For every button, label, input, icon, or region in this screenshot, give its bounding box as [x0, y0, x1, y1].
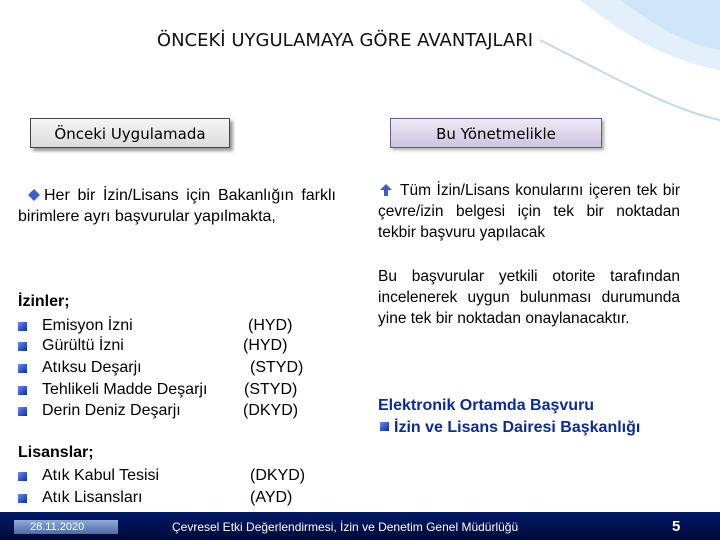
footer-organization: Çevresel Etki Değerlendirmesi, İzin ve Denetim Genel Müdürlüğü: [172, 520, 519, 534]
page-number: 5: [672, 518, 681, 535]
this-regulation-header: Bu Yönetmelikle: [390, 118, 602, 148]
permit-item: Derin Deniz Deşarjı: [42, 401, 181, 421]
right-intro: [378, 180, 680, 243]
license-item: Atık Lisansları: [42, 488, 142, 508]
permit-code: (DKYD): [243, 402, 299, 419]
right-paragraph: Bu başvurular yetkili otorite tarafından incelenerek uygun bulunması durumunda yine tek bir noktadan onaylanacaktır.: [378, 268, 680, 327]
square-bullet-icon: [18, 472, 27, 481]
license-item: Atık Kabul Tesisi: [42, 466, 159, 486]
licenses-heading: Lisanslar;: [18, 444, 94, 461]
permit-item: Emisyon İzni: [42, 316, 133, 336]
previous-practice-header: Önceki Uygulamada: [30, 118, 230, 148]
permit-code: (STYD): [250, 359, 304, 376]
square-bullet-icon: [18, 407, 27, 416]
diamond-bullet-icon: [28, 189, 40, 201]
left-intro: [18, 185, 336, 227]
permit-item: Gürültü İzni: [42, 336, 124, 356]
license-code: (DKYD): [250, 467, 306, 484]
permit-code: (STYD): [244, 381, 298, 398]
square-bullet-icon: [18, 322, 27, 331]
left-intro-text: Her bir İzin/Lisans için Bakanlığın farklı birimlere ayrı başvurular yapılmakta,: [18, 187, 336, 225]
permits-heading: İzinler;: [18, 293, 70, 310]
permit-item: Atıksu Deşarjı: [42, 358, 142, 378]
square-bullet-icon: [380, 422, 389, 431]
square-bullet-icon: [18, 342, 27, 351]
footer-date: 28.11.2020: [14, 520, 118, 534]
square-bullet-icon: [18, 494, 27, 503]
electronic-heading: Elektronik Ortamda Başvuru: [378, 397, 595, 414]
right-intro-text: Tüm İzin/Lisans konularını içeren tek bir çevre/izin belgesi için tek bir noktadan tekbir başvuru yapılacak: [378, 182, 680, 241]
square-bullet-icon: [18, 386, 27, 395]
arrow-bullet-icon: [380, 184, 392, 196]
permit-item: Tehlikeli Madde Deşarjı: [42, 380, 207, 400]
electronic-item: İzin ve Lisans Dairesi Başkanlığı: [380, 418, 640, 438]
footer-bar: [0, 512, 720, 540]
license-code: (AYD): [250, 489, 293, 506]
square-bullet-icon: [18, 364, 27, 373]
permit-code: (HYD): [248, 317, 293, 334]
page-title: ÖNCEKİ UYGULAMAYA GÖRE AVANTAJLARI: [156, 30, 534, 51]
permit-code: (HYD): [243, 337, 288, 354]
